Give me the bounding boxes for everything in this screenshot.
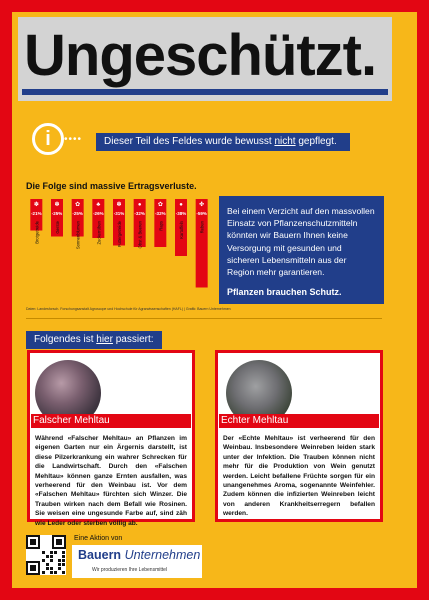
rapeseed-icon: ✿ (157, 202, 163, 208)
section-heading-text-end: passiert: (112, 334, 154, 345)
category-label: Brotgetreide (34, 221, 40, 244)
bar-value-label: -32% (155, 211, 166, 216)
card-echter-mehltau (215, 350, 383, 522)
qr-code[interactable] (26, 535, 66, 575)
category-label: Futtergetreide (117, 221, 122, 248)
potato-icon: ● (179, 202, 183, 208)
info-banner (96, 133, 350, 151)
grain-icon: ✽ (116, 202, 122, 208)
bar-value-label: -31% (113, 211, 125, 216)
section-heading-text: Folgendes ist (34, 334, 97, 345)
bauern-unternehmen-logo (72, 545, 202, 578)
logo-word-italic: Unternehmen (124, 548, 201, 562)
category-label: Raps (158, 221, 164, 231)
bar-value-label: -38% (175, 211, 187, 216)
section-heading-emphasis: hier (96, 334, 113, 345)
apple-icon: ● (137, 202, 142, 208)
bar-value-label: -25% (72, 211, 83, 216)
message-slogan: Pflanzen brauchen Schutz. (227, 287, 342, 298)
category-label: Obst & Beeren (137, 221, 143, 249)
card-falscher-mehltau (27, 350, 195, 527)
barley-icon: ✽ (54, 202, 60, 208)
logo-wordmark (78, 548, 200, 562)
section-heading (26, 331, 162, 349)
category-label: Sonnenblumen (75, 221, 81, 250)
grape-icon: ✤ (199, 202, 205, 208)
category-label: Zuckerrüben (96, 221, 102, 245)
chart-title: Die Folge sind massive Ertragsverluste. (26, 181, 197, 191)
bar-value-label: -26% (93, 211, 104, 216)
wheat-icon: ✽ (33, 202, 39, 208)
chart-source: Daten: Landesforsch. Forschungsanstalt Agroscope und Hochschule für Agrarwissenschaften (HAFL) | Grafik: Bauern Unternehmen (26, 307, 231, 311)
sugar-beet-icon: ♣ (96, 202, 101, 208)
category-label: Reben (199, 221, 205, 234)
card-text: Der «Echte Mehltau» ist verheerend für den Weinbau. Insbesondere Weinreben leiden stark unter der Infektion. Die Trauben können nicht mehr für die Produktion von Wein genutzt werden. Leicht befallene Früchte sorgen für ein unangenehmes Aroma, sogenannte Weinfehler. Zudem können die infizierten Weinreben leicht von anderen Krankheitserregern befallen werden. (223, 435, 375, 518)
card-label: Falscher Mehltau (31, 414, 191, 428)
card-label: Echter Mehltau (219, 414, 379, 428)
info-banner-emphasis: nicht (274, 136, 296, 147)
category-label: Kartoffeln (179, 221, 184, 239)
campaign-label: Eine Aktion von (74, 535, 123, 542)
title-underline (22, 89, 388, 95)
message-box (219, 196, 384, 304)
logo-tagline: Wir produzieren Ihre Lebensmittel (92, 567, 168, 573)
category-label: Gerste (55, 221, 60, 234)
bar-value-label: -25% (51, 211, 63, 216)
bar-value-label: -32% (134, 211, 145, 216)
title-box (18, 17, 392, 101)
info-icon: i (32, 123, 64, 155)
info-dots: •••• (64, 134, 83, 145)
bar-value-label: -21% (31, 211, 42, 216)
yield-loss-chart (26, 195, 212, 300)
section-divider (26, 318, 382, 319)
logo-word-bold: Bauern (78, 548, 122, 562)
bar-value-label: -59% (196, 211, 207, 216)
message-text: Bei einem Verzicht auf den massvollen Einsatz von Pflanzenschutzmitteln könnten wir Bauern Ihnen keine Versorgung mit gesunden und sicheren Lebensmitteln aus der Region mehr garantieren. (227, 206, 375, 278)
info-banner-text-end: gepflegt. (295, 136, 337, 147)
sunflower-icon: ✿ (75, 202, 81, 208)
card-text: Während «Falscher Mehltau» an Pflanzen im eigenen Garten nur ein Ärgernis darstellt, ist diese Pilzerkrankung ein wahrer Schrecken für die Landwirtschaft. Durch den «Falschen Mehltau» können ganze Ernten ausfallen, was verheerend für den Weinbau ist. Vor dem «Falschen Mehltau» fürchten sich Winzer. Die Trauben wirken nach dem Befall wie Rosinen. Sie weisen eine ungesunde Farbe auf, sind zäh wie Leder oder sterben völlig ab. (35, 435, 187, 527)
chart-svg (26, 195, 212, 300)
info-banner-text: Dieser Teil des Feldes wurde bewusst (104, 136, 275, 147)
page-title: Ungeschützt. (24, 23, 377, 88)
